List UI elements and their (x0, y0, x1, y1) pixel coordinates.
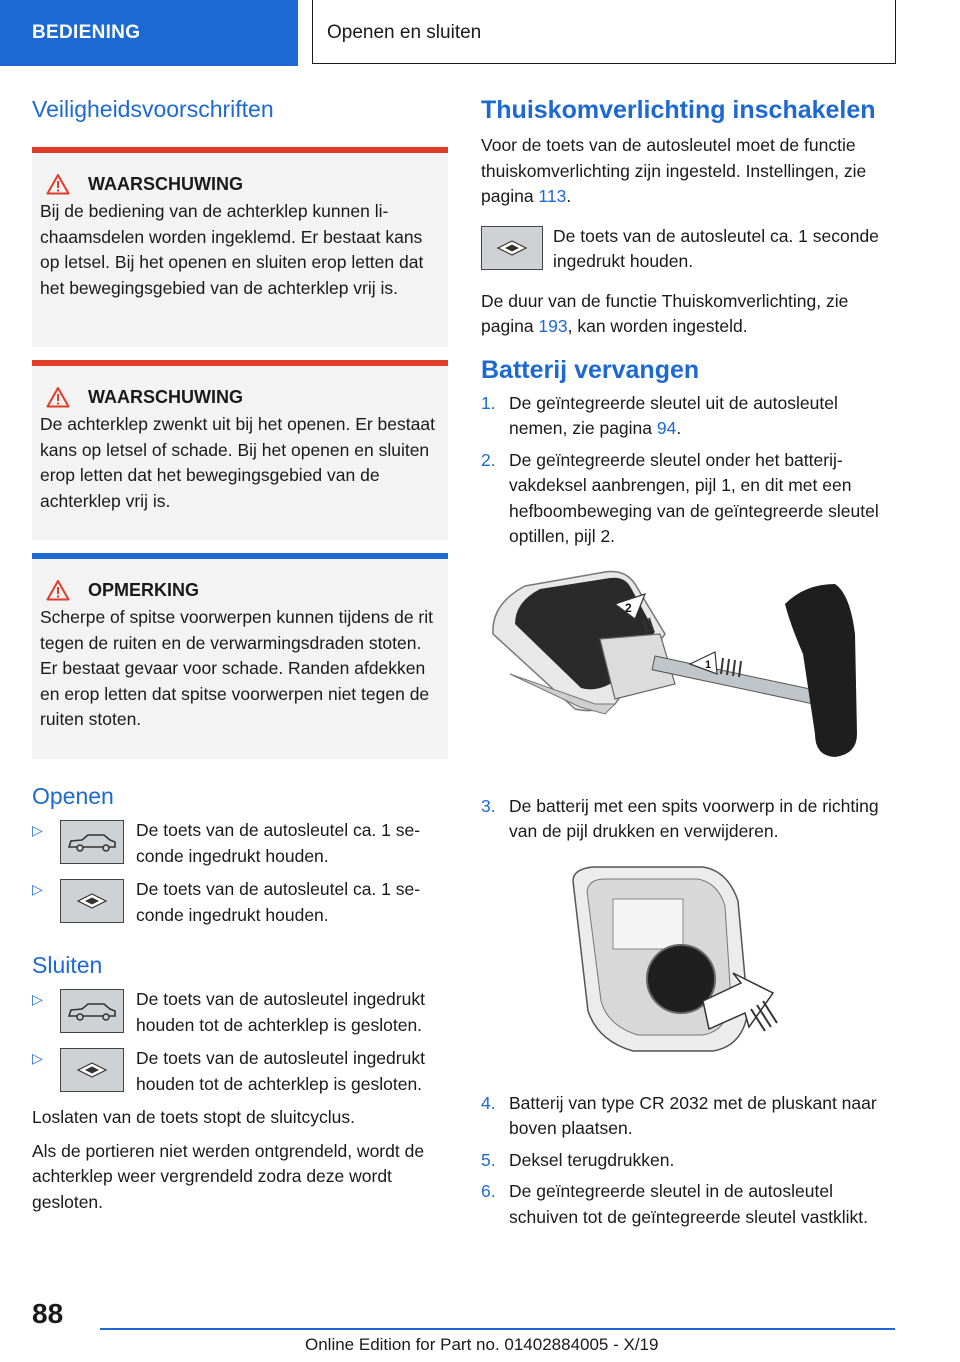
key-fob-illustration (485, 564, 885, 774)
list-item (32, 877, 448, 928)
page-number: 88 (32, 1298, 64, 1329)
warning-text: De achterklep zwenkt uit bij het openen. Er bestaat kans op letsel of schade. Bij het openen en sluiten erop letten dat het bewegingsgebied van de achterklep vrij is. (40, 414, 435, 511)
list-item: 4. Batterij van type CR 2032 met de pluskant naar boven plaatsen. (481, 1092, 877, 1138)
warning-label: WAARSCHUWING (88, 173, 243, 194)
warning-triangle-icon (46, 386, 70, 408)
warning-box (32, 360, 448, 540)
car-tailgate-key-icon (60, 989, 124, 1033)
arrow-label-2: 2 (625, 600, 632, 615)
list-item: 2. De geïntegreerde sleutel onder het batterijvakdeksel aanbrengen, pijl 1, en dit met een hefboombeweging van de geïntegreerde sleutel optillen, pijl 2. (481, 449, 879, 546)
battery-heading: Batterij vervangen (481, 355, 700, 384)
chapter-title: Openen en sluiten (312, 0, 896, 64)
page-header (0, 0, 960, 66)
warning-box (32, 147, 448, 347)
list-item-text: De toets van de autosleutel ingedrukt houden tot de achterklep is gesloten. (136, 1048, 425, 1094)
triangle-bullet-icon: ▷ (32, 1050, 43, 1066)
close-heading: Sluiten (32, 952, 103, 978)
section-label: BEDIENING (0, 0, 298, 66)
list-item-text: De toets van de autosleutel ingedrukt houden tot de achterklep is gesloten. (136, 989, 425, 1035)
battery-compartment-illustration (553, 861, 793, 1061)
list-item-text: De toets van de autosleutel ca. 1 seconde ingedrukt houden. (136, 879, 421, 925)
duration-text: De duur van de functie Thuiskomverlichting, zie pagina 193, kan worden ingesteld. (481, 290, 849, 336)
diamond-key-icon (60, 1048, 124, 1092)
list-item (481, 224, 895, 275)
page-link-94[interactable]: 94 (656, 418, 677, 438)
triangle-bullet-icon: ▷ (32, 881, 43, 897)
list-item-text: De toets van de autosleutel ca. 1 seconde ingedrukt houden. (553, 225, 879, 271)
diamond-key-icon (60, 879, 124, 923)
list-item-text: De toets van de autosleutel ca. 1 seconde ingedrukt houden. (136, 820, 421, 866)
home-lighting-text: Voor de toets van de autosleutel moet de functie thuiskomverlichting zijn ingesteld. Instellingen, zie pagina 113. (481, 135, 867, 206)
warning-label: WAARSCHUWING (88, 386, 243, 407)
edition-text: Online Edition for Part no. 01402884005 - X/19 (305, 1335, 659, 1354)
note-label: OPMERKING (88, 579, 200, 600)
page-link-113[interactable]: 113 (538, 186, 567, 206)
list-item (32, 1046, 448, 1097)
list-item: 5. Deksel terugdrukken. (481, 1149, 675, 1170)
triangle-bullet-icon: ▷ (32, 822, 43, 838)
left-column (32, 96, 448, 1215)
safety-heading: Veiligheidsvoorschriften (32, 96, 274, 122)
release-text: Loslaten van de toets stopt de sluitcyclus. (32, 1107, 355, 1127)
home-lighting-heading: Thuiskomverlichting inschakelen (481, 96, 876, 124)
page-link-193[interactable]: 193 (538, 316, 568, 336)
triangle-bullet-icon: ▷ (32, 991, 43, 1007)
unlock-text: Als de portieren niet werden ontgrendeld, wordt de achterklep weer vergrendeld zodra deze wordt gesloten. (32, 1140, 425, 1212)
list-item (32, 987, 448, 1038)
list-item: 6. De geïntegreerde sleutel in de autosleutel schuiven tot de geïntegreerde sleutel vastklikt. (481, 1181, 868, 1227)
warning-triangle-icon (46, 579, 70, 601)
list-item: 1. De geïntegreerde sleutel uit de autosleutel nemen, zie pagina 94. (481, 392, 838, 438)
note-box (32, 553, 448, 759)
warning-text: Bij de bediening van de achterklep kunnen lichaamsdelen worden ingeklemd. Er bestaat kans op letsel. Bij het openen en sluiten erop letten dat het bewegingsgebied van de achterklep vrij is. (40, 201, 424, 298)
right-column (481, 96, 895, 1230)
list-item: 3. De batterij met een spits voorwerp in de richting van de pijl drukken en verwijderen. (481, 795, 879, 841)
open-heading: Openen (32, 783, 114, 809)
footer-divider (100, 1328, 895, 1330)
note-text: Scherpe of spitse voorwerpen kunnen tijdens de rit tegen de ruiten en de verwarmingsdraden stoten. Er bestaat gevaar voor schade. Randen afdekken en erop letten dat spitse voorwerpen niet tegen de ruiten stoten. (40, 607, 434, 729)
diamond-key-icon (481, 226, 543, 270)
list-item (32, 818, 448, 869)
warning-triangle-icon (46, 173, 70, 195)
car-tailgate-key-icon (60, 820, 124, 864)
arrow-label-1: 1 (705, 658, 712, 671)
